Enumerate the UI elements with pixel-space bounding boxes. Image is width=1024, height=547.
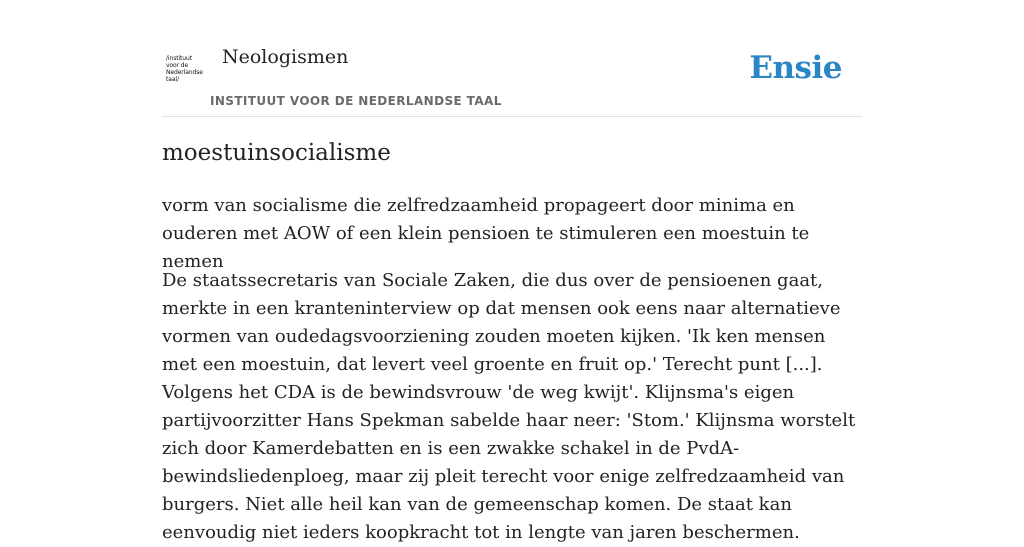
logo-line: /instituut	[166, 55, 192, 62]
logo-line: voor de	[166, 62, 189, 69]
logo-line: taal/	[166, 76, 179, 83]
ivdnt-logo[interactable]	[166, 55, 210, 91]
entry-title: moestuinsocialisme	[162, 140, 391, 166]
logo-line: Nederlandse	[166, 69, 203, 76]
page	[162, 0, 862, 543]
entry-quote: De staatssecretaris van Sociale Zaken, die dus over de pensioenen gaat, merkte in een kranteninterview op dat mensen ook eens naar alternatieve vormen van oudedagsvoorziening zouden moeten kijken. 'Ik ken mensen met een moestuin, dat levert veel groente en fruit op.' Terecht punt [...]. Volgens het CDA is de bewindsvrouw 'de weg kwijt'. Klijnsma's eigen partijvoorzitter Hans Spekman sabelde haar neer: 'Stom.' Klijnsma worstelt zich door Kamerdebatten en is een zwakke schakel in de PvdA-bewindsliedenploeg, maar zij pleit terecht voor enige zelfredzaamheid van burgers. Niet alle heil kan van de gemeenschap komen. De staat kan eenvoudig niet ieders koopkracht tot in lengte van jaren beschermen.	[162, 270, 856, 543]
entry-definition: vorm van socialisme die zelfredzaamheid propageert door minima en ouderen met AOW of een klein pensioen te stimuleren een moestuin te nemen	[162, 195, 810, 272]
ensie-brand-logo[interactable]: Ensie	[749, 50, 842, 86]
site-header	[162, 0, 862, 117]
site-title[interactable]: Neologismen	[222, 46, 349, 68]
organization-name: INSTITUUT VOOR DE NEDERLANDSE TAAL	[210, 94, 502, 108]
